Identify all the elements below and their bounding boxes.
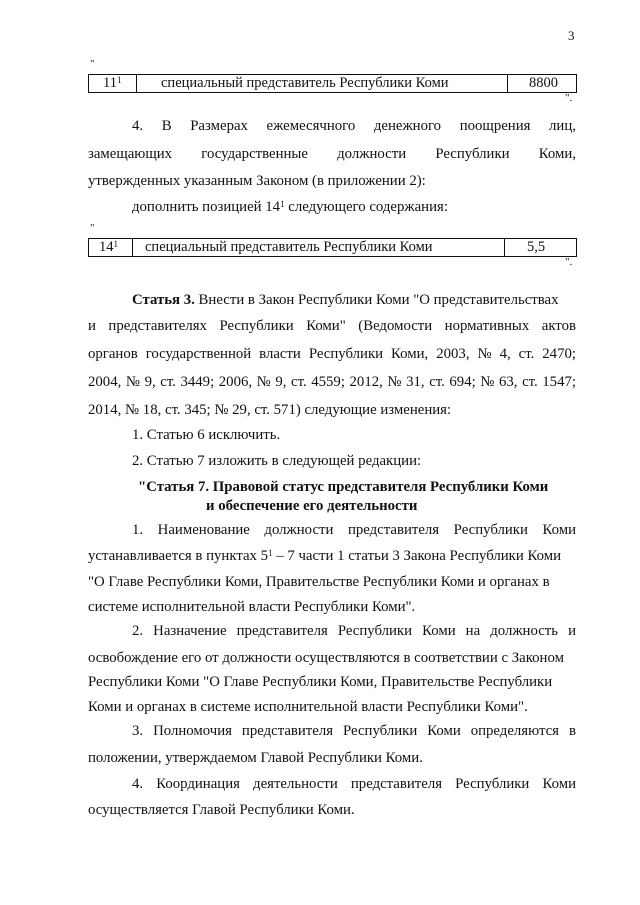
word: В	[161, 118, 172, 134]
word: 9,	[144, 374, 156, 390]
word: №	[480, 374, 495, 390]
word: №	[387, 374, 402, 390]
word: денежного	[373, 118, 442, 134]
article7-p4-line2: осуществляется Главой Республики Коми.	[88, 802, 355, 818]
word: Наименование	[157, 522, 250, 538]
table2-value: 5,5	[527, 239, 546, 255]
article3-title: Статья 3.	[132, 292, 195, 308]
word: 2004,	[88, 374, 122, 390]
word: в	[568, 723, 576, 739]
word: Республики	[308, 346, 384, 362]
word: представителя	[241, 723, 334, 739]
article3-line2	[88, 318, 576, 335]
word: лиц,	[549, 118, 576, 134]
table1-row	[88, 74, 577, 93]
word: 63,	[498, 374, 518, 390]
word: 3.	[132, 723, 144, 739]
article3-line5: 2014, № 18, ст. 345; № 29, ст. 571) следующие изменения:	[88, 402, 452, 418]
article3-p2: 2. Статью 7 изложить в следующей редакции:	[132, 453, 422, 469]
word: деятельности	[253, 776, 338, 792]
word: 4,	[499, 346, 511, 362]
word: ст.	[518, 346, 535, 362]
word: представителя	[350, 776, 443, 792]
word: №	[477, 346, 492, 362]
article3-line3	[88, 346, 576, 363]
word: Коми	[542, 522, 576, 538]
word: №	[256, 374, 271, 390]
article7-p3-line1	[88, 723, 576, 740]
word: и	[568, 623, 576, 639]
word: 1.	[132, 522, 144, 538]
article7-p3-line2: положении, утверждаемом Главой Республики Коми.	[88, 750, 423, 766]
article7-title-line2: и обеспечение его деятельности	[206, 498, 418, 514]
table1-name: специальный представитель Республики Коми	[161, 75, 449, 91]
word: 2.	[132, 623, 144, 639]
table2-row	[88, 238, 577, 257]
word: представителя	[347, 522, 440, 538]
article7-p2-line1	[88, 623, 576, 640]
word: Республики	[435, 146, 510, 162]
article3-line1: Статья 3. Внести в Закон Республики Коми "О представительствах	[132, 292, 559, 308]
word: Коми,	[538, 146, 576, 162]
word: на	[465, 623, 481, 639]
word: 2012,	[349, 374, 383, 390]
word: 2003,	[436, 346, 470, 362]
word: Республики	[343, 723, 418, 739]
table2-name: специальный представитель Республики Коми	[145, 239, 433, 255]
word: 2006,	[218, 374, 253, 390]
word: определяются	[470, 723, 559, 739]
word: представителя	[236, 623, 328, 639]
word: 4559;	[311, 374, 345, 390]
item4-line3: утвержденных указанным Законом (в приложении 2):	[88, 173, 426, 189]
word: должности	[264, 522, 334, 538]
word: Коми	[427, 723, 461, 739]
word: 4.	[132, 776, 144, 792]
item4-line2	[88, 146, 576, 163]
article3-line4	[88, 374, 576, 391]
open-quote: "	[90, 58, 95, 70]
word: Коми"	[306, 318, 346, 334]
table1-num: $11^1$	[103, 75, 122, 91]
article7-p4-line1	[88, 776, 576, 793]
table2-num: $14^1$	[99, 239, 118, 255]
word: 31,	[406, 374, 425, 390]
word: государственные	[201, 146, 308, 162]
word: 1547;	[542, 374, 576, 390]
word: ст.	[429, 374, 445, 390]
word: актов	[541, 318, 576, 334]
word: органов	[88, 346, 138, 362]
word: нормативных	[444, 318, 530, 334]
word: Республики	[337, 623, 413, 639]
article7-p1-line1	[88, 522, 576, 539]
page-number: 3	[568, 28, 575, 43]
word: 4.	[132, 118, 144, 134]
article3-p1: 1. Статью 6 исключить.	[132, 427, 281, 443]
word: ст.	[291, 374, 307, 390]
word: ст.	[522, 374, 538, 390]
word: ст.	[160, 374, 176, 390]
word: поощрения	[459, 118, 531, 134]
word: должность	[490, 623, 559, 639]
article7-p1-line2: устанавливается в пунктах $5^1 - 7$ части 1 статьи 3 Закона Республики Коми	[88, 548, 561, 564]
word: №	[125, 374, 140, 390]
article7-p2-line4: Коми и органах в системе исполнительной власти Республики Коми".	[88, 699, 528, 715]
word: 3449;	[180, 374, 215, 390]
article7-p2-line3: Республики Коми "О Главе Республики Коми, Правительстве Республики	[88, 674, 553, 690]
open-quote-2: "	[90, 222, 95, 234]
word: 2470;	[542, 346, 576, 362]
word: должности	[337, 146, 407, 162]
word: Назначение	[153, 623, 227, 639]
close-quote: ".	[565, 92, 573, 104]
word: Размерах	[190, 118, 248, 134]
word: Полномочия	[153, 723, 232, 739]
word: представителях	[108, 318, 207, 334]
word: 694;	[449, 374, 476, 390]
word: Коми	[542, 776, 576, 792]
word: ежемесячного	[266, 118, 356, 134]
word: 9,	[275, 374, 287, 390]
close-quote-2: ".	[565, 256, 573, 268]
word: власти	[259, 346, 301, 362]
article7-p1-line4: системе исполнительной власти Республики Коми".	[88, 599, 416, 615]
word: замещающих	[88, 146, 173, 162]
article7-p1-line3: "О Главе Республики Коми, Правительстве Республики Коми и органах в	[88, 574, 550, 590]
word: и	[88, 318, 96, 334]
word: Коми	[422, 623, 456, 639]
table1-value: 8800	[529, 75, 558, 91]
item4-line4: дополнить позицией $14^1$ следующего содержания:	[132, 199, 448, 215]
word: Республики	[455, 776, 530, 792]
word: Коми,	[391, 346, 429, 362]
word: Координация	[156, 776, 240, 792]
word: государственной	[145, 346, 252, 362]
item4-line1	[88, 118, 576, 135]
article7-title-line1: "Статья 7. Правовой статус представителя Республики Коми	[138, 479, 549, 495]
article7-p2-line2: освобождение его от должности осуществляются в соответствии с Законом	[88, 650, 564, 666]
word: (Ведомости	[358, 318, 433, 334]
word: Республики	[219, 318, 294, 334]
word: Республики	[453, 522, 528, 538]
